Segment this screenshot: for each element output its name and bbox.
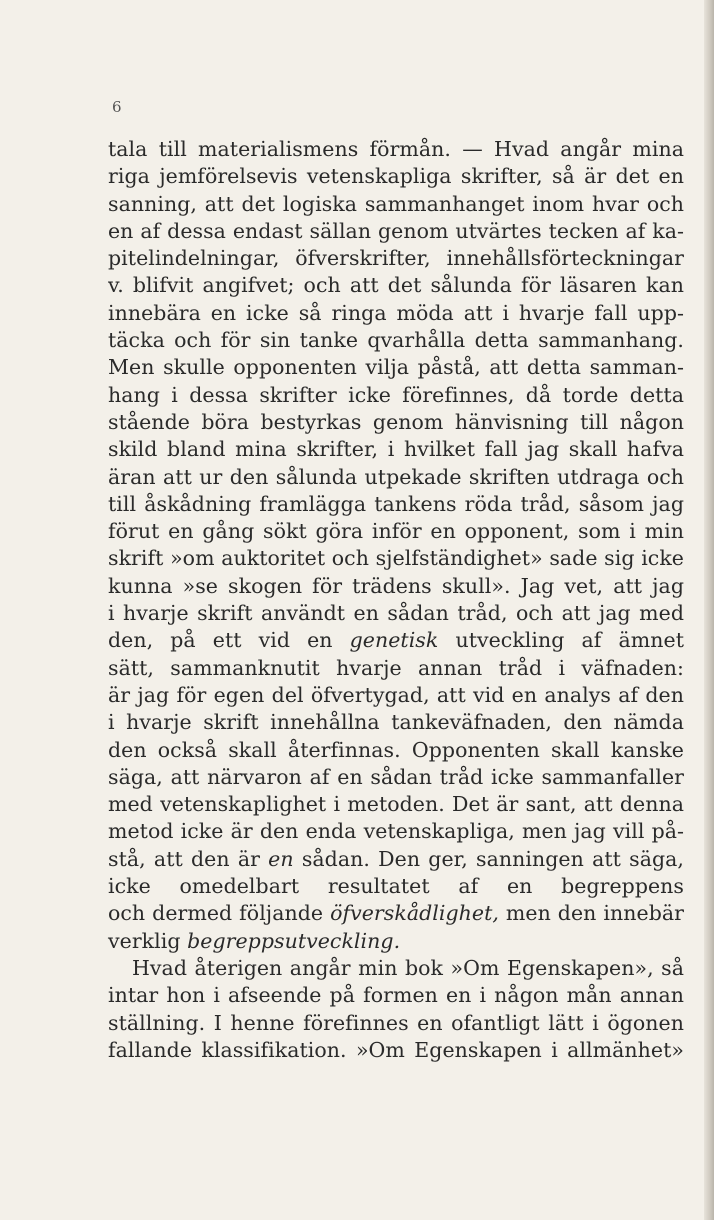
text-line: är jag för egen del öfvertygad, att vid en analys af den	[108, 682, 684, 707]
text-line: med vetenskaplighet i metoden. Det är sant, att denna	[108, 792, 684, 817]
text-segment: icke omedelbart resultatet af en begreppens	[108, 874, 684, 899]
paragraph-2	[108, 955, 684, 1064]
text-segment: sådan. Den ger, sanningen att säga,	[293, 846, 684, 871]
text-line: metod icke är den enda vetenskapliga, men jag vill på-	[108, 819, 684, 844]
paragraph-1	[108, 136, 684, 955]
text-line: täcka och för sin tanke qvarhålla detta sammanhang.	[108, 328, 684, 353]
text-line: innebära en icke så ringa möda att i hvarje fall upp-	[108, 300, 684, 325]
text-line	[108, 627, 684, 654]
text-line: skrift »om auktoritet och sjelfständighet» sade sig icke	[108, 546, 684, 571]
text-line: stående böra bestyrkas genom hänvisning till någon	[108, 409, 684, 434]
text-line: hang i dessa skrifter icke förefinnes, då torde detta	[108, 382, 684, 407]
text-line: äran att ur den sålunda utpekade skriften utdraga och	[108, 464, 684, 489]
text-line: till åskådning framlägga tankens röda tråd, såsom jag	[108, 491, 684, 516]
text-segment: men den innebär	[505, 901, 684, 926]
text-line: den också skall återfinnas. Opponenten skall kanske	[108, 737, 684, 762]
text-line: sätt, sammanknutit hvarje annan tråd i väfnaden:	[108, 655, 684, 680]
emphasis: begreppsutveckling.	[187, 928, 401, 953]
text-line: pitelindelningar, öfverskrifter, innehållsförteckningar	[108, 246, 684, 271]
text-segment: verklig	[108, 928, 188, 953]
page-number: 6	[112, 98, 122, 116]
text-line: i hvarje skrift användt en sådan tråd, och att jag med	[108, 601, 684, 626]
text-line: sanning, att det logiska sammanhanget inom hvar och	[108, 191, 684, 216]
text-line: säga, att närvaron af en sådan tråd icke sammanfaller	[108, 764, 684, 789]
text-line: fallande klassifikation. »Om Egenskapen i allmänhet»	[108, 1037, 684, 1062]
text-line	[108, 846, 684, 873]
text-line	[108, 873, 684, 900]
text-line	[108, 900, 684, 927]
text-line: skild bland mina skrifter, i hvilket fall jag skall hafva	[108, 437, 684, 462]
text-line	[108, 928, 684, 955]
text-segment: och dermed följande	[108, 901, 331, 926]
text-line: riga jemförelsevis vetenskapliga skrifter, så är det en	[108, 164, 684, 189]
text-line: Hvad återigen angår min bok »Om Egenskapen», så	[132, 955, 684, 980]
text-line: i hvarje skrift innehållna tankeväfnaden, den nämda	[108, 710, 684, 735]
text-segment: den, på ett vid en	[108, 628, 350, 653]
emphasis: en	[268, 846, 294, 871]
text-line: intar hon i afseende på formen en i någon mån annan	[108, 983, 684, 1008]
text-segment: utveckling af ämnet	[455, 628, 684, 653]
text-line: v. blifvit angifvet; och att det sålunda för läsaren kan	[108, 273, 684, 298]
body-text	[108, 136, 684, 1064]
text-line: Men skulle opponenten vilja påstå, att detta samman-	[108, 355, 684, 380]
text-line: en af dessa endast sällan genom utvärtes tecken af ka-	[108, 218, 684, 243]
text-segment: stå, att den är	[108, 846, 269, 871]
emphasis: genetisk	[349, 628, 439, 653]
page-edge	[704, 0, 714, 1220]
text-line: tala till materialismens förmån. — Hvad angår mina	[108, 137, 684, 161]
text-line: ställning. I henne förefinnes en ofantligt lätt i ögonen	[108, 1010, 684, 1035]
text-line: kunna »se skogen för trädens skull». Jag vet, att jag	[108, 573, 684, 598]
emphasis: öfverskådlighet,	[330, 901, 499, 926]
text-line: förut en gång sökt göra inför en opponent, som i min	[108, 519, 684, 544]
